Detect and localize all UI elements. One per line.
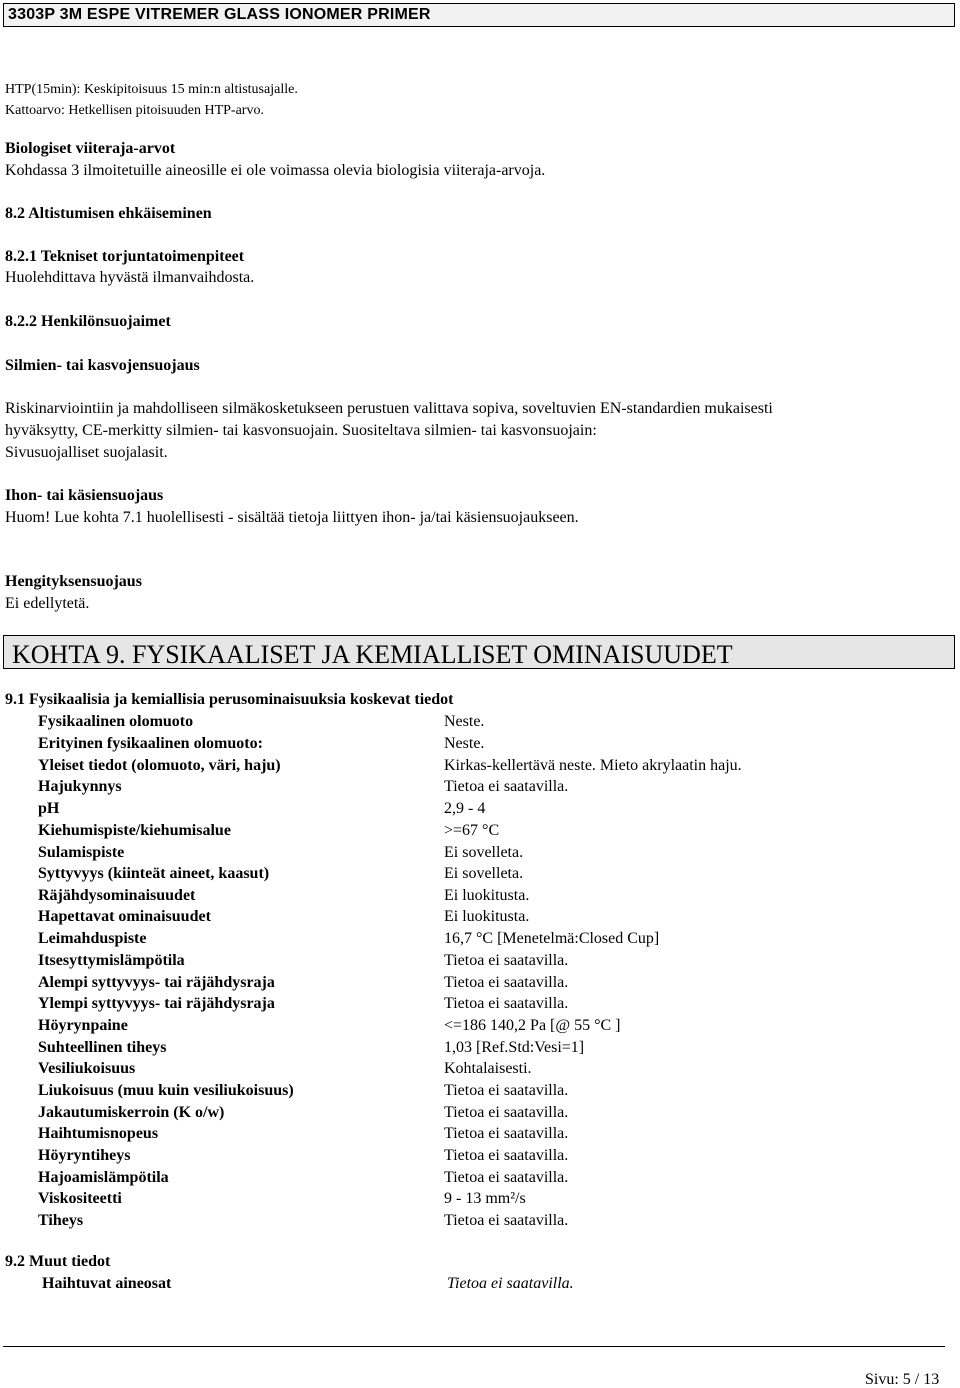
- page-number: Sivu: 5 / 13: [865, 1371, 940, 1388]
- property-label: Hapettavat ominaisuudet: [38, 908, 211, 925]
- respiratory-protection-text: Ei edellytetä.: [5, 595, 90, 612]
- section-9-1-heading: 9.1 Fysikaalisia ja kemiallisia perusominaisuuksia koskevat tiedot: [5, 691, 454, 708]
- property-label: Yleiset tiedot (olomuoto, väri, haju): [38, 757, 281, 774]
- property-value: >=67 °C: [444, 822, 500, 839]
- property-label: Fysikaalinen olomuoto: [38, 713, 194, 730]
- property-label: Jakautumiskerroin (K o/w): [38, 1104, 225, 1121]
- property-value: Tietoa ei saatavilla.: [444, 1212, 569, 1229]
- property-label: Erityinen fysikaalinen olomuoto:: [38, 735, 263, 752]
- property-value: Kohtalaisesti.: [444, 1060, 532, 1077]
- section-8-2-1-heading: 8.2.1 Tekniset torjuntatoimenpiteet: [5, 248, 245, 265]
- property-label: Ylempi syttyvyys- tai räjähdysraja: [38, 995, 275, 1012]
- ceiling-note: Kattoarvo: Hetkellisen pitoisuuden HTP-arvo.: [5, 103, 264, 118]
- property-value: <=186 140,2 Pa [@ 55 °C ]: [444, 1017, 621, 1034]
- property-label: Hajoamislämpötila: [38, 1169, 169, 1186]
- property-label: Alempi syttyvyys- tai räjähdysraja: [38, 974, 275, 991]
- property-label: Hajukynnys: [38, 778, 122, 795]
- respiratory-protection-heading: Hengityksensuojaus: [5, 573, 142, 590]
- property-value: Tietoa ei saatavilla.: [444, 1104, 569, 1121]
- property-label: Itsesyttymislämpötila: [38, 952, 185, 969]
- section-8-2-1-text: Huolehdittava hyvästä ilmanvaihdosta.: [5, 269, 255, 286]
- eye-protection-heading: Silmien- tai kasvojensuojaus: [5, 357, 200, 374]
- property-value: Tietoa ei saatavilla.: [444, 1125, 569, 1142]
- document-title: 3303P 3M ESPE VITREMER GLASS IONOMER PRIMER: [8, 6, 431, 23]
- property-value: 2,9 - 4: [444, 800, 486, 817]
- property-label: Suhteellinen tiheys: [38, 1039, 167, 1056]
- eye-protection-line-1: Riskinarviointiin ja mahdolliseen silmäkosketukseen perustuen valittava sopiva, soveltuvien EN-standardien mukaisesti: [5, 400, 773, 417]
- skin-protection-heading: Ihon- tai käsiensuojaus: [5, 487, 164, 504]
- property-value: Kirkas-kellertävä neste. Mieto akrylaatin haju.: [444, 757, 742, 774]
- property-label: Höyryntiheys: [38, 1147, 131, 1164]
- property-value: Tietoa ei saatavilla.: [444, 1147, 569, 1164]
- section-9-banner: [3, 635, 955, 669]
- property-label: Liukoisuus (muu kuin vesiliukoisuus): [38, 1082, 294, 1099]
- property-value: Tietoa ei saatavilla.: [444, 778, 569, 795]
- property-value: Tietoa ei saatavilla.: [444, 974, 569, 991]
- property-label: Tiheys: [38, 1212, 84, 1229]
- property-value: Ei sovelleta.: [444, 844, 524, 861]
- property-value: Tietoa ei saatavilla.: [444, 952, 569, 969]
- property-value: 1,03 [Ref.Std:Vesi=1]: [444, 1039, 585, 1056]
- property-label: Sulamispiste: [38, 844, 125, 861]
- property-value: Neste.: [444, 735, 485, 752]
- property-label: Höyrynpaine: [38, 1017, 128, 1034]
- property-label: Räjähdysominaisuudet: [38, 887, 196, 904]
- eye-protection-line-2: hyväksytty, CE-merkitty silmien- tai kasvonsuojain. Suositeltava silmien- tai kasvonsuojain:: [5, 422, 597, 439]
- property-label: Haihtumisnopeus: [38, 1125, 159, 1142]
- htp15-note: HTP(15min): Keskipitoisuus 15 min:n altistusajalle.: [5, 82, 298, 97]
- property-value: 16,7 °C [Menetelmä:Closed Cup]: [444, 930, 660, 947]
- footer-divider: [3, 1346, 945, 1347]
- property-value: Tietoa ei saatavilla.: [444, 1169, 569, 1186]
- property-value: Tietoa ei saatavilla.: [444, 995, 569, 1012]
- section-8-2-heading: 8.2 Altistumisen ehkäiseminen: [5, 205, 212, 222]
- property-value: Tietoa ei saatavilla.: [444, 1082, 569, 1099]
- volatile-components-label: Haihtuvat aineosat: [42, 1275, 172, 1292]
- property-value: Ei luokitusta.: [444, 887, 530, 904]
- volatile-components-value: Tietoa ei saatavilla.: [447, 1275, 574, 1292]
- skin-protection-text: Huom! Lue kohta 7.1 huolellisesti - sisältää tietoja liittyen ihon- ja/tai käsiensuojaukseen.: [5, 509, 579, 526]
- property-label: pH: [38, 800, 60, 817]
- document-header: [3, 3, 955, 27]
- eye-protection-line-3: Sivusuojalliset suojalasit.: [5, 444, 168, 461]
- property-value: 9 - 13 mm²/s: [444, 1190, 526, 1207]
- section-9-2-heading: 9.2 Muut tiedot: [5, 1253, 111, 1270]
- property-label: Syttyvyys (kiinteät aineet, kaasut): [38, 865, 270, 882]
- section-8-2-2-heading: 8.2.2 Henkilönsuojaimet: [5, 313, 171, 330]
- section-9-title: KOHTA 9. FYSIKAALISET JA KEMIALLISET OMINAISUUDET: [12, 640, 733, 669]
- property-label: Kiehumispiste/kiehumisalue: [38, 822, 231, 839]
- property-label: Vesiliukoisuus: [38, 1060, 136, 1077]
- property-value: Neste.: [444, 713, 485, 730]
- property-label: Viskositeetti: [38, 1190, 122, 1207]
- property-label: Leimahduspiste: [38, 930, 147, 947]
- property-value: Ei sovelleta.: [444, 865, 524, 882]
- bio-text: Kohdassa 3 ilmoitetuille aineosille ei ole voimassa olevia biologisia viiteraja-arvoja.: [5, 162, 546, 179]
- bio-heading: Biologiset viiteraja-arvot: [5, 140, 176, 157]
- property-value: Ei luokitusta.: [444, 908, 530, 925]
